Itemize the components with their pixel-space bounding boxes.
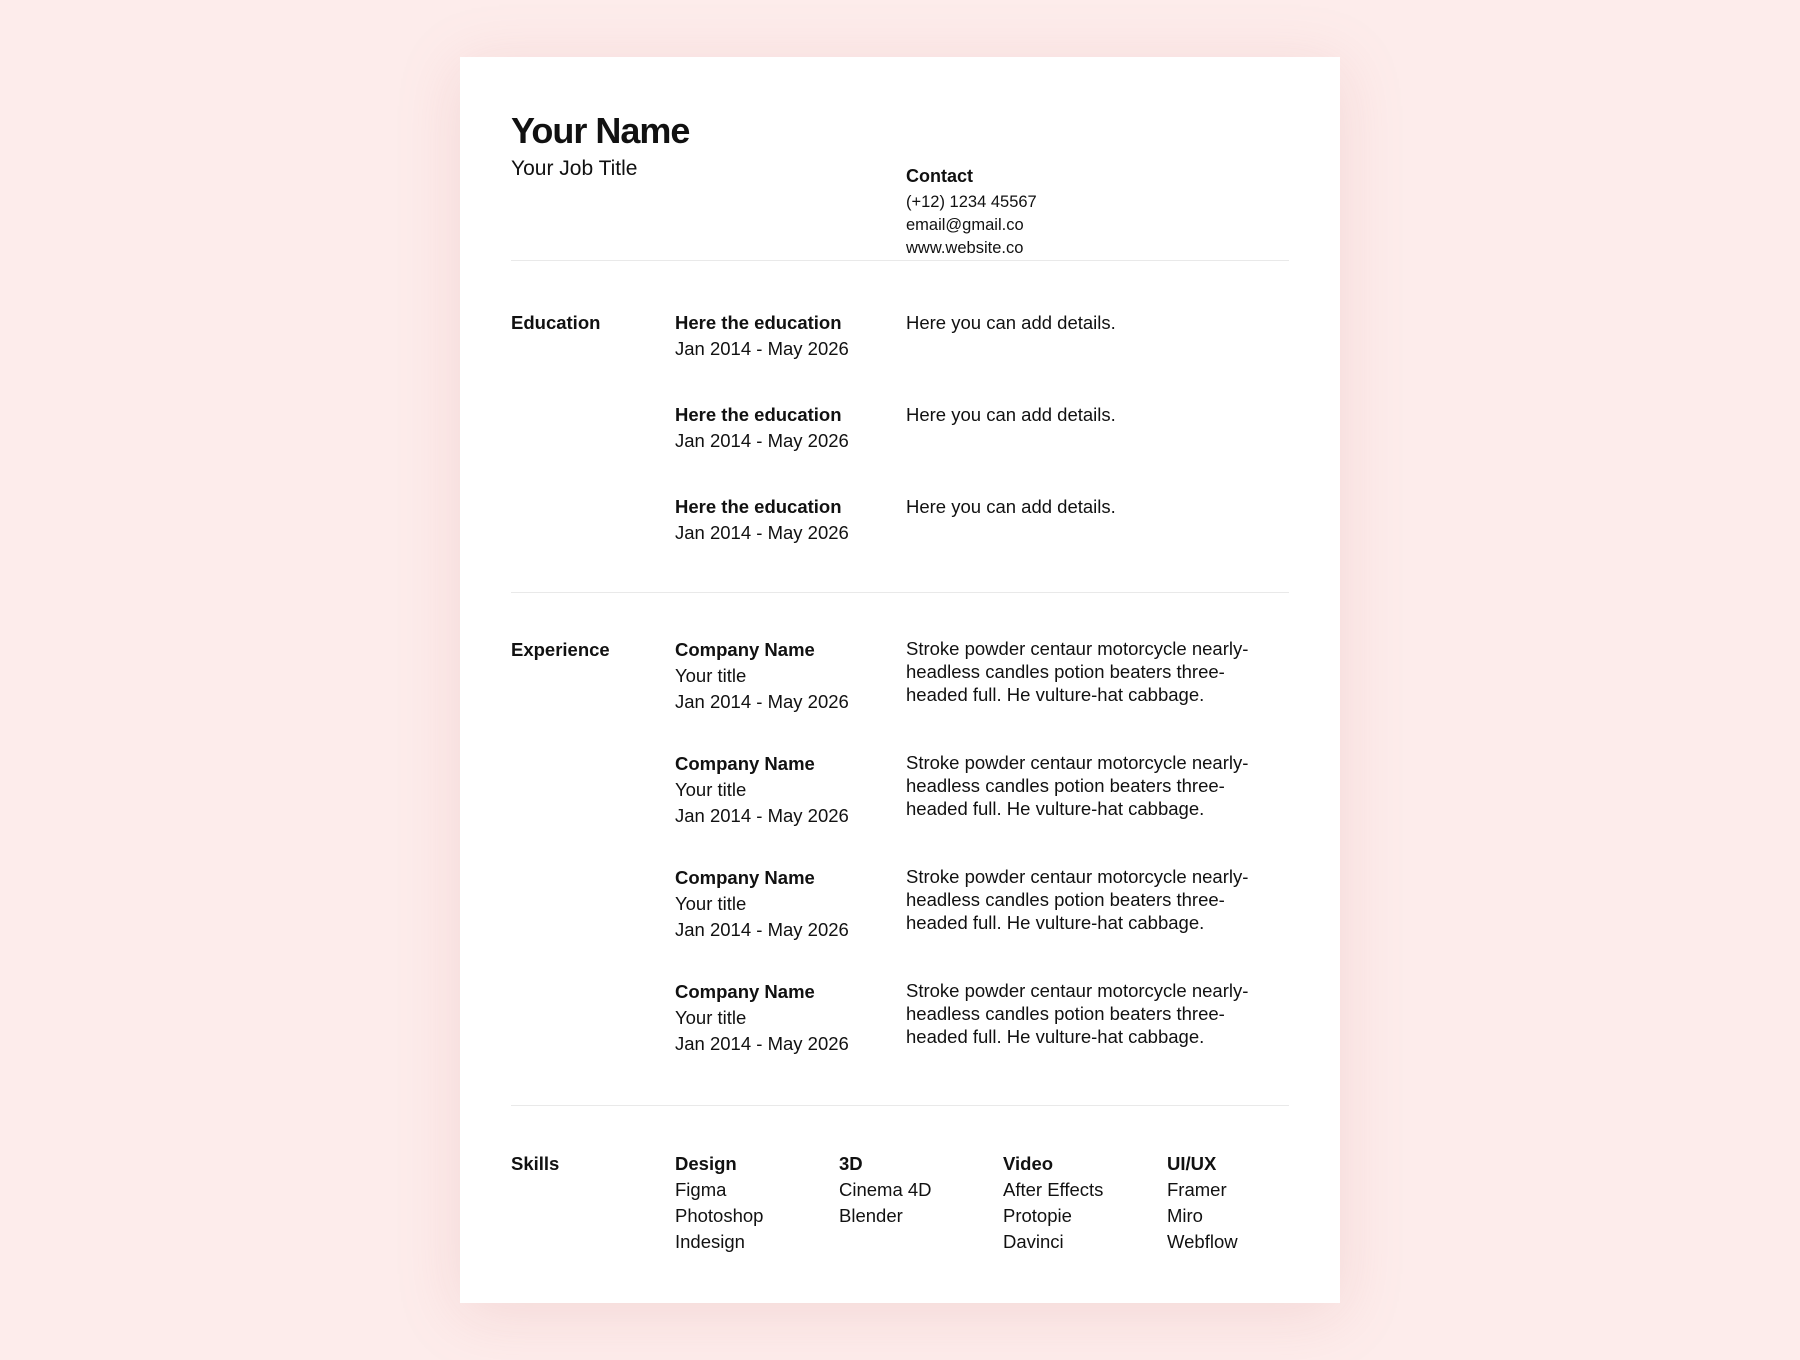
contact-email: email@gmail.co <box>906 216 1024 234</box>
divider <box>511 260 1289 261</box>
divider <box>511 1105 1289 1106</box>
skill-item: Webflow <box>1167 1231 1238 1252</box>
education-dates: Jan 2014 - May 2026 <box>675 338 849 359</box>
role-title: Your title <box>675 779 747 800</box>
skill-group-heading: Video <box>1003 1153 1054 1174</box>
experience-label: Experience <box>511 639 610 660</box>
company-name: Company Name <box>675 753 815 774</box>
skills-label: Skills <box>511 1153 560 1174</box>
skill-group <box>675 1151 835 1255</box>
company-name: Company Name <box>675 867 815 888</box>
experience-details: Stroke powder centaur motorcycle nearly-headless candles potion beaters three-headed full. He vulture-hat cabbage. <box>906 980 1249 1047</box>
experience-dates: Jan 2014 - May 2026 <box>675 691 849 712</box>
skill-item: Davinci <box>1003 1231 1064 1252</box>
experience-details: Stroke powder centaur motorcycle nearly-headless candles potion beaters three-headed full. He vulture-hat cabbage. <box>906 638 1249 705</box>
experience-dates: Jan 2014 - May 2026 <box>675 1033 849 1054</box>
skill-item: Cinema 4D <box>839 1179 932 1200</box>
company-name: Company Name <box>675 639 815 660</box>
contact-heading: Contact <box>906 166 973 186</box>
skill-group-heading: Design <box>675 1153 737 1174</box>
skill-item: Protopie <box>1003 1205 1072 1226</box>
experience-dates: Jan 2014 - May 2026 <box>675 919 849 940</box>
contact-section <box>906 163 1037 260</box>
skill-item: Framer <box>1167 1179 1227 1200</box>
skill-item: Photoshop <box>675 1205 764 1226</box>
experience-details: Stroke powder centaur motorcycle nearly-headless candles potion beaters three-headed full. He vulture-hat cabbage. <box>906 866 1249 933</box>
role-title: Your title <box>675 665 747 686</box>
skill-item: Blender <box>839 1205 903 1226</box>
education-dates: Jan 2014 - May 2026 <box>675 522 849 543</box>
education-label: Education <box>511 312 601 333</box>
skill-group-heading: 3D <box>839 1153 863 1174</box>
skill-item: Miro <box>1167 1205 1203 1226</box>
education-details: Here you can add details. <box>906 312 1116 333</box>
education-dates: Jan 2014 - May 2026 <box>675 430 849 451</box>
skill-group-heading: UI/UX <box>1167 1153 1217 1174</box>
education-title: Here the education <box>675 312 842 333</box>
experience-dates: Jan 2014 - May 2026 <box>675 805 849 826</box>
contact-website: www.website.co <box>906 239 1024 257</box>
divider <box>511 592 1289 593</box>
skill-item: Indesign <box>675 1231 745 1252</box>
skill-group <box>839 1151 999 1229</box>
education-title: Here the education <box>675 404 842 425</box>
role-title: Your title <box>675 1007 747 1028</box>
resume-content <box>511 57 1289 1303</box>
contact-phone: (+12) 1234 45567 <box>906 193 1037 211</box>
skill-item: Figma <box>675 1179 727 1200</box>
role-title: Your title <box>675 893 747 914</box>
experience-details: Stroke powder centaur motorcycle nearly-headless candles potion beaters three-headed full. He vulture-hat cabbage. <box>906 752 1249 819</box>
resume-header <box>511 109 1289 259</box>
education-details: Here you can add details. <box>906 496 1116 517</box>
skill-group <box>1003 1151 1163 1255</box>
person-name: Your Name <box>511 110 690 151</box>
skill-group <box>1167 1151 1327 1255</box>
education-title: Here the education <box>675 496 842 517</box>
company-name: Company Name <box>675 981 815 1002</box>
education-details: Here you can add details. <box>906 404 1116 425</box>
job-title: Your Job Title <box>511 157 638 180</box>
resume-page <box>460 57 1340 1303</box>
skill-item: After Effects <box>1003 1179 1104 1200</box>
